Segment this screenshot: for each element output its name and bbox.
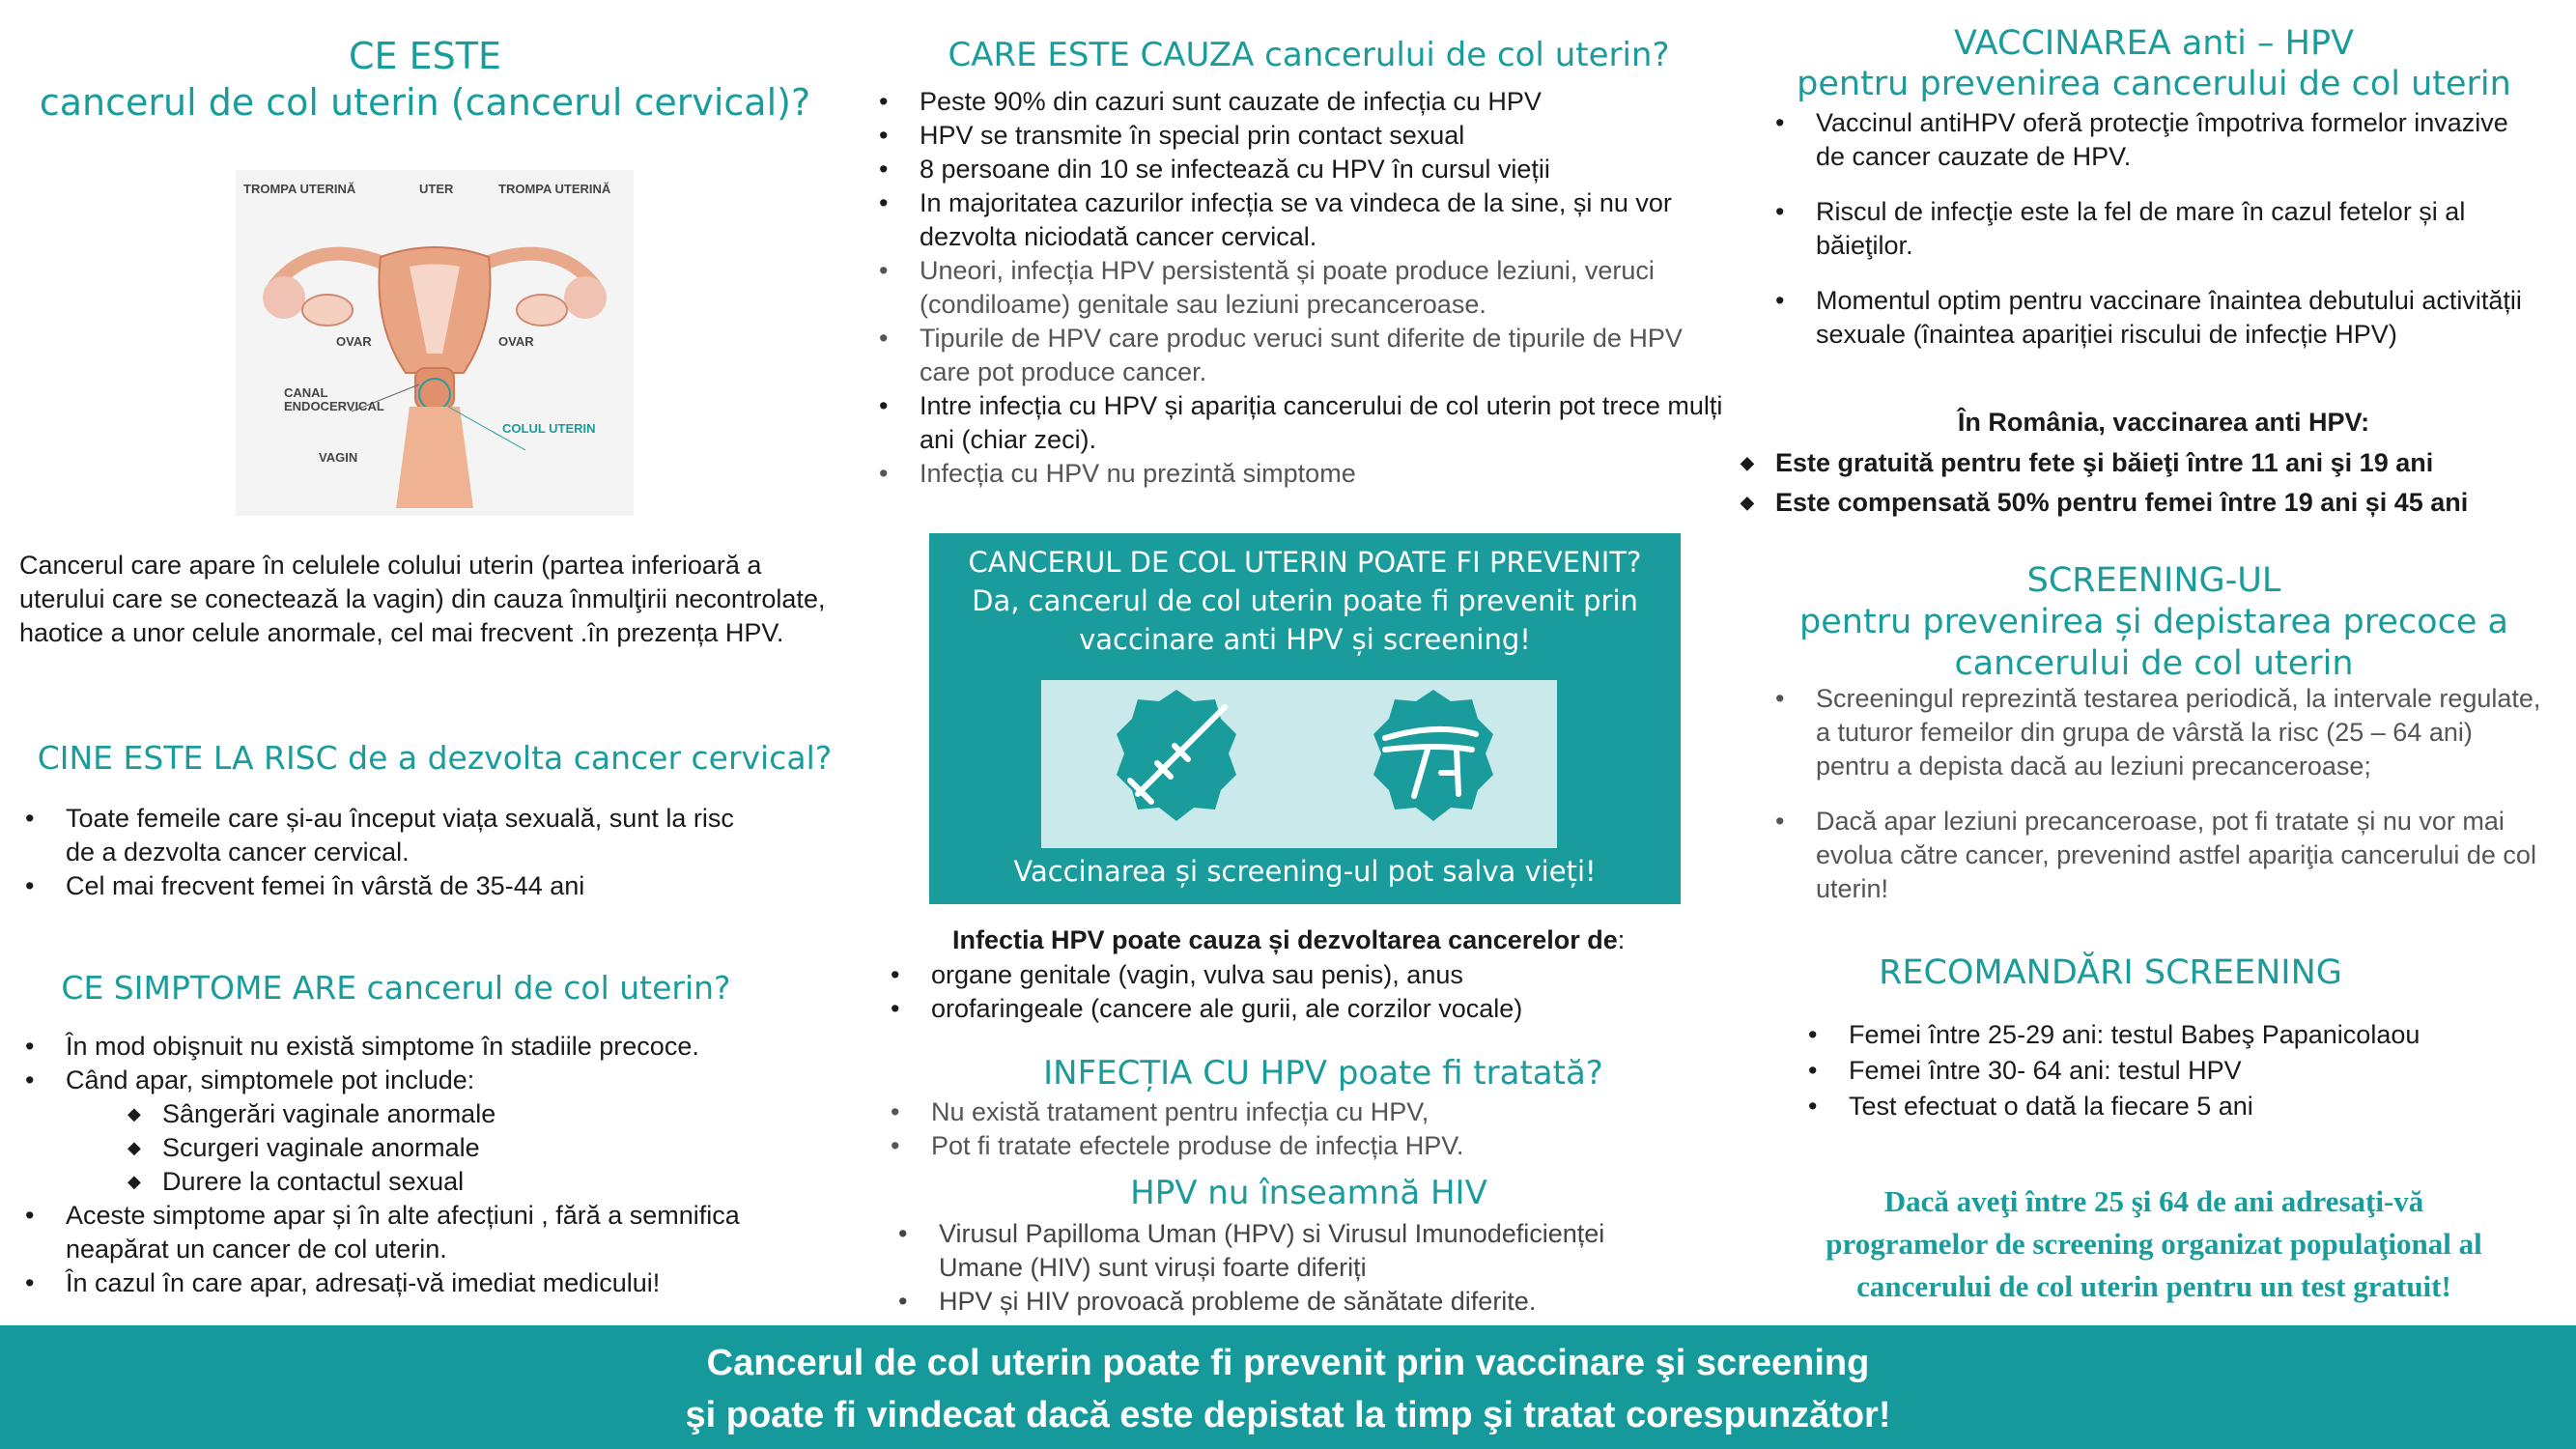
recommendations-list xyxy=(1802,1018,2556,1123)
label-trompa-left: TROMPA UTERINĂ xyxy=(243,182,356,196)
uterus-illustration xyxy=(236,170,634,516)
infection-lead-rest: : xyxy=(1617,925,1626,954)
label-colul: COLUL UTERIN xyxy=(502,421,596,436)
infection-list xyxy=(885,958,1715,1026)
cta-line-2: programelor de screening organizat populaţional al xyxy=(1826,1227,2482,1261)
footer-line-2: şi poate fi vindecat dacă este depistat la timp şi tratat corespunzător! xyxy=(685,1395,1891,1435)
syringe-icon xyxy=(1117,690,1236,821)
what-is-title-line1: CE ESTE xyxy=(349,35,501,77)
list-item: • Aceste simptome apar și în alte afecțiuni , fără a semnifica neapărat un cancer de col uterin. xyxy=(19,1199,811,1266)
label-canal-1: CANAL xyxy=(284,385,328,400)
risk-list xyxy=(19,802,753,903)
cause-title: CARE ESTE CAUZA cancerului de col uterin? xyxy=(948,36,1670,74)
list-item: • Femei între 30- 64 ani: testul HPV xyxy=(1802,1054,2556,1088)
footer-banner xyxy=(0,1325,2576,1449)
list-item: • Test efectuat o dată la fiecare 5 ani xyxy=(1802,1090,2556,1123)
screening-title-1: SCREENING-UL xyxy=(2026,561,2281,600)
risk-title: CINE ESTE LA RISC de a dezvolta cancer cervical? xyxy=(37,739,833,777)
label-ovar-right: OVAR xyxy=(498,334,534,349)
list-item: ◆ Scurgeri vaginale anormale xyxy=(124,1131,703,1165)
prevention-answer-1: Da, cancerul de col uterin poate fi prevenit prin xyxy=(972,584,1638,617)
list-item: • Virusul Papilloma Uman (HPV) si Virusul Imunodeficienței Umane (HIV) sunt viruși foarte diferiți xyxy=(892,1217,1684,1285)
romania-title: În România, vaccinarea anti HPV: xyxy=(1957,408,2370,437)
list-item: • HPV și HIV provoacă probleme de sănătate diferite. xyxy=(892,1285,1684,1319)
hiv-title: HPV nu înseamnă HIV xyxy=(1130,1174,1487,1212)
list-item: • Toate femeile care și-au început viața sexuală, sunt la risc de a dezvolta cancer cervical. xyxy=(19,802,753,869)
list-item: • HPV se transmite în special prin contact sexual xyxy=(873,119,1723,153)
list-item: • Când apar, simptomele pot include: xyxy=(19,1064,811,1097)
list-item: • Tipurile de HPV care produc veruci sunt diferite de tipurile de HPV care pot produce cancer. xyxy=(873,322,1723,389)
list-item: ◆ Sângerări vaginale anormale xyxy=(124,1097,703,1131)
list-item: • Infecția cu HPV nu prezintă simptome xyxy=(873,457,1723,491)
list-item: • Uneori, infecția HPV persistentă și poate produce leziuni, veruci (condiloame) genitale sau leziuni precanceroase. xyxy=(873,254,1723,322)
list-item: • Screeningul reprezintă testarea periodică, la intervale regulate, a tuturor femeilor din grupa de vârstă la risc (25 – 64 ani) pentru a depista dacă au leziuni precanceroase; xyxy=(1769,682,2552,783)
list-item: • 8 persoane din 10 se infectează cu HPV în cursul vieții xyxy=(873,153,1723,186)
list-item: • Momentul optim pentru vaccinare înaintea debutului activității sexuale (înaintea apariției riscului de infecție HPV) xyxy=(1769,284,2542,352)
prevention-icons-panel xyxy=(1041,680,1557,848)
list-item: • Vaccinul antiHPV oferă protecţie împotriva formelor invazive de cancer cauzate de HPV. xyxy=(1769,106,2542,174)
list-item: • În mod obişnuit nu există simptome în stadiile precoce. xyxy=(19,1030,811,1064)
label-trompa-right: TROMPA UTERINĂ xyxy=(498,182,611,196)
screening-cta xyxy=(1758,1180,2550,1308)
speculum-icon xyxy=(1373,690,1493,821)
symptoms-sublist xyxy=(124,1097,703,1199)
list-item: • Dacă apar leziuni precanceroase, pot fi tratate și nu vor mai evolua către cancer, prevenind astfel apariţia cancerului de col uterin! xyxy=(1769,805,2552,906)
list-item: • În cazul în care apar, adresați-vă imediat medicului! xyxy=(19,1266,811,1300)
list-item: • In majoritatea cazurilor infecția se va vindeca de la sine, și nu vor dezvolta niciodată cancer cervical. xyxy=(873,186,1723,254)
label-ovar-left: OVAR xyxy=(336,334,372,349)
romania-list xyxy=(1737,446,2567,520)
cta-line-1: Dacă aveţi între 25 şi 64 de ani adresaţi-vă xyxy=(1883,1184,2424,1218)
prevention-footer: Vaccinarea și screening-ul pot salva vieți! xyxy=(1013,855,1597,888)
label-canal-2: ENDOCERVICAL xyxy=(284,399,384,413)
list-item: • Riscul de infecţie este la fel de mare în cazul fetelor și al băieţilor. xyxy=(1769,195,2542,263)
list-item: • Pot fi tratate efectele produse de infecția HPV. xyxy=(885,1129,1715,1163)
list-item: • Peste 90% din cazuri sunt cauzate de infecția cu HPV xyxy=(873,85,1723,119)
list-item: ◆ Este compensată 50% pentru femei între 19 ani și 45 ani xyxy=(1737,486,2567,520)
cta-line-3: cancerului de col uterin pentru un test gratuit! xyxy=(1856,1269,2451,1303)
screening-title xyxy=(1758,560,2550,685)
prevention-box xyxy=(929,533,1681,904)
vaccination-list xyxy=(1769,106,2542,352)
footer-line-1: Cancerul de col uterin poate fi prevenit prin vaccinare şi screening xyxy=(706,1343,1870,1383)
vaccination-title-2: pentru prevenirea cancerului de col uterin xyxy=(1797,65,2511,103)
prevention-answer-2: vaccinare anti HPV și screening! xyxy=(1079,623,1531,656)
treat-list xyxy=(885,1095,1715,1163)
cause-list xyxy=(873,85,1723,491)
prevention-question: CANCERUL DE COL UTERIN POATE FI PREVENIT? xyxy=(968,546,1642,579)
symptoms-list-a xyxy=(19,1030,811,1097)
infection-lead-bold: Infectia HPV poate cauza și dezvoltarea cancerelor de xyxy=(952,925,1618,954)
label-vagin: VAGIN xyxy=(319,450,358,465)
what-is-title-line2: cancerul de col uterin (cancerul cervical)? xyxy=(39,81,811,124)
list-item: • Cel mai frecvent femei în vârstă de 35-44 ani xyxy=(19,869,753,903)
symptoms-list-b xyxy=(19,1199,811,1300)
list-item: ◆ Este gratuită pentru fete şi băieţi între 11 ani şi 19 ani xyxy=(1737,446,2567,480)
hiv-list xyxy=(892,1217,1684,1319)
list-item: • Femei între 25-29 ani: testul Babeş Papanicolaou xyxy=(1802,1018,2556,1052)
list-item: • organe genitale (vagin, vulva sau penis), anus xyxy=(885,958,1715,992)
symptoms-title: CE SIMPTOME ARE cancerul de col uterin? xyxy=(61,969,731,1007)
definition-text: Cancerul care apare în celulele colului uterin (partea inferioară a uterului care se conectează la vagin) din cauza înmulţirii necontrolate, haotice a unor celule anormale, cel mai frecvent .în prezența HPV. xyxy=(19,551,826,647)
vaccination-title xyxy=(1758,23,2550,104)
list-item: • Nu există tratament pentru infecția cu HPV, xyxy=(885,1095,1715,1129)
vaccination-title-1: VACCINAREA anti – HPV xyxy=(1953,24,2355,63)
what-is-title xyxy=(19,33,831,126)
label-canal xyxy=(284,386,384,413)
screening-list xyxy=(1769,682,2552,906)
list-item: • Intre infecția cu HPV și apariția cancerului de col uterin pot trece mulți ani (chiar zeci). xyxy=(873,389,1723,457)
screening-title-3: cancerului de col uterin xyxy=(1954,644,2354,683)
treat-title: INFECȚIA CU HPV poate fi tratată? xyxy=(1043,1054,1603,1093)
label-uter: UTER xyxy=(419,182,454,196)
uterus-diagram xyxy=(236,170,634,516)
screening-title-2: pentru prevenirea și depistarea precoce a xyxy=(1799,603,2508,641)
recommendations-title: RECOMANDĂRI SCREENING xyxy=(1879,953,2342,992)
list-item: ◆ Durere la contactul sexual xyxy=(124,1165,703,1199)
infection-lead xyxy=(952,923,1725,957)
list-item: • orofaringeale (cancere ale gurii, ale corzilor vocale) xyxy=(885,992,1715,1026)
